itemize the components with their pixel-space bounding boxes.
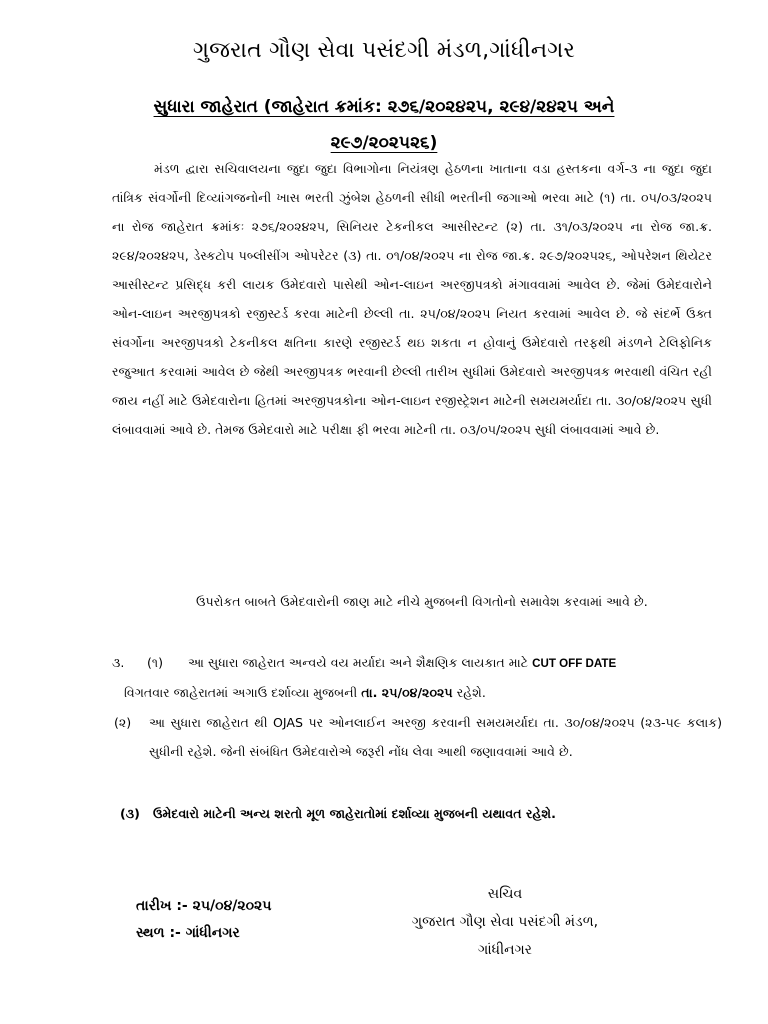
item-1-line-2-before: વિગતવાર જાહેરાતમાં અગાઉ દર્શાવ્યા મુજબની [124,685,362,700]
amendment-item-1 [112,648,722,708]
amendment-item-2 [114,708,722,798]
item-1-line-2 [112,678,722,707]
amendment-item-3 [120,799,720,831]
signatory-city: ગાંધીનગર [478,942,532,958]
item-2-number: (૨) [114,715,132,730]
item-1-bold-date: તા. ૨૫/૦૪/૨૦૨૫ [361,685,453,700]
item-1-line-1 [112,648,722,678]
notice-subtitle: સુધારા જાહેરાત (જાહેરાત ક્રમાંક: ૨૭૬/૨૦૨૪૨૫, ૨૯૪/૨૪૨૫ અને ૨૯૭/૨૦૨૫૨૬) [153,97,615,153]
main-paragraph: મંડળ દ્વારા સચિવાલયના જુદા જુદા વિભાગોના નિયંત્રણ હેઠળના ખાતાના વડા હસ્તકના વર્ગ-૩ ના જુદા જુદા તાંત્રિક સંવર્ગોની દિવ્યાંગજનોની ખાસ ભરતી ઝુંબેશ હેઠળની સીધી ભરતીની જગાઓ ભરવા માટે (૧) તા. ૦૫/૦૩/૨૦૨૫ ના રોજ જાહેરાત ક્રમાંકઃ ૨૭૬/૨૦૨૪૨૫, સિનિયર ટેકનીકલ આસીસ્ટન્ટ (૨) તા. ૩૧/૦૩/૨૦૨૫ ના રોજ જા.ક્ર. ૨૯૪/૨૦૨૪૨૫, ડેસ્કટોપ પબ્લીસીંગ ઓપરેટર (૩) તા. ૦૧/૦૪/૨૦૨૫ ના રોજ જા.ક્ર. ૨૯૭/૨૦૨૫૨૬, ઓપરેશન થિયેટર આસીસ્ટન્ટ પ્રસિદ્ધ કરી લાયક ઉમેદવારો પાસેથી ઓન-લાઇન અરજીપત્રકો મંગાવવામાં આવેલ છે. જેમાં ઉમેદવારોને ઓન-લાઇન અરજીપત્રકો રજીસ્ટર્ડ કરવા માટેની છેલ્લી તા. ૨૫/૦૪/૨૦૨૫ નિયત કરવામાં આવેલ છે. જે સંદર્ભે ઉક્ત સંવર્ગોના અરજીપત્રકો ટેકનીકલ ક્ષતિના કારણે રજીસ્ટર્ડ થઇ શકતા ન હોવાનું ઉમેદવારો તરફથી મંડળને ટેલિફોનિક રજુઆત કરવામાં આવેલ છે જેથી અરજીપત્રક ભરવાની છેલ્લી તારીખ સુધીમાં ઉમેદવારો અરજીપત્રક ભરવાથી વંચિત રહી જાય નહીં માટે ઉમેદવારોના હિતમાં અરજીપત્રકોના ઓન-લાઇન રજીસ્ટ્રેશન માટેની સમયમર્યાદા તા. ૩૦/૦૪/૨૦૨૫ સુધી લંબાવવામાં આવે છે. તેમજ ઉમેદવારો માટે પરીક્ષા ફી ભરવા માટેની તા. ૦૩/૦૫/૨૦૨૫ સુધી લંબાવવામાં આવે છે. [112,161,712,437]
info-paragraph: ઉપરોકત બાબતે ઉમેદવારોની જાણ માટે નીચે મુજબની વિગતોનો સમાવેશ કરવામાં આવે છે. [196,594,648,609]
item-1-line-2-after: રહેશે. [452,685,486,700]
organization-title: ગુજરાત ગૌણ સેવા પસંદગી મંડળ,ગાંધીનગર [192,38,576,63]
signatory-organization: ગુજરાત ગૌણ સેવા પસંદગી મંડળ, [411,914,599,930]
place-label: સ્થળ :- ગાંધીનગર [136,925,240,941]
item-2-text: આ સુધારા જાહેરાત થી OJAS પર ઓનલાઈન અરજી કરવાની સમયમર્યાદા તા. ૩૦/૦૪/૨૦૨૫ (૨૩-૫૯ કલાક) સુધીની રહેશે. જેની સંબંધિત ઉમેદવારોએ જરૂરી નોંધ લેવા આથી જણાવવામાં આવે છે. [149,715,722,759]
item-1-text-before: આ સુધારા જાહેરાત અન્વયે વય મર્યાદા અને શૈક્ષણિક લાયકાત માટે [188,655,533,670]
item-1-subnumber: (૧) [147,655,163,670]
date-place-block [136,893,271,947]
cutoff-date-label: CUT OFF DATE [532,657,617,670]
item-3-number: (૩) [120,806,140,821]
item-3-text: ઉમેદવારો માટેની અન્ય શરતો મૂળ જાહેરાતોમાં દર્શાવ્યા મુજબની યથાવત રહેશે. [153,806,556,821]
signatory-block [370,880,640,964]
date-label: તારીખ :- ૨૫/૦૪/૨૦૨૫ [136,898,272,914]
signatory-title: સચિવ [487,886,523,902]
item-1-number: ૩. [112,655,125,670]
